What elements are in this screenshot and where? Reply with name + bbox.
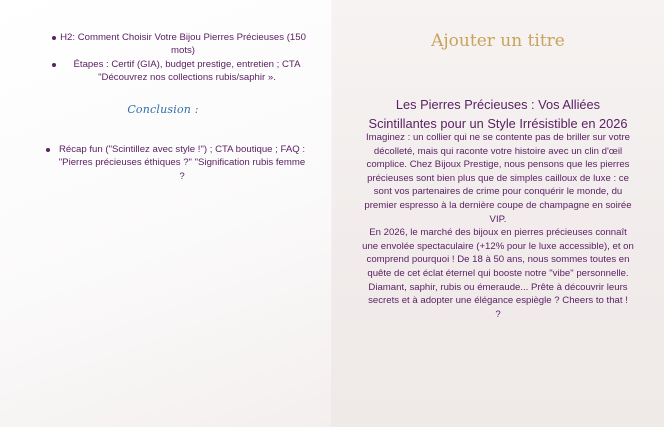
outline-list-bottom	[46, 143, 308, 183]
list-item-text: H2: Comment Choisir Votre Bijou Pierres Précieuses (150 mots)	[60, 32, 306, 57]
body-trailing-mark: ?	[495, 308, 501, 320]
article-heading[interactable]	[332, 95, 664, 133]
list-item	[48, 58, 308, 85]
article-heading-line: Les Pierres Précieuses : Vos Alliées	[395, 97, 601, 112]
outline-list-top	[48, 31, 308, 85]
body-paragraph: Imaginez : un collier qui ne se contente pas de briller sur votre décolleté, mais qui raconte votre histoire avec un clin d'œil complice. Chez Bijoux Prestige, nous pensons que les pierres précieuses sont bien plus que de simples cailloux de luxe : ce sont vos partenaires de crime pour conquérir le monde, du premier espresso à la dernière coupe de champagne en soirée VIP.	[364, 132, 632, 225]
list-item	[46, 143, 308, 183]
article-heading-line: Scintillantes pour un Style Irrésistible en 2026	[368, 116, 628, 131]
conclusion-heading: Conclusion :	[127, 103, 199, 116]
bullet-icon	[46, 148, 50, 152]
bullet-icon	[52, 36, 56, 40]
bullet-icon	[52, 63, 56, 67]
list-item-text: Étapes : Certif (GIA), budget prestige, entretien ; CTA "Découvrez nos collections rubis/saphir ».	[73, 58, 301, 84]
list-item	[48, 31, 308, 58]
right-page	[332, 0, 664, 427]
list-item-text: Récap fun ("Scintillez avec style !") ; CTA boutique ; FAQ : "Pierres précieuses éthiques ?" "Signification rubis femme ?	[58, 144, 306, 182]
article-body[interactable]	[362, 131, 634, 321]
body-paragraph: En 2026, le marché des bijoux en pierres précieuses connaît une envolée spectaculaire (+12% pour le luxe accessible), et on comprend pourquoi ! De 18 à 50 ans, nous sommes toutes en quête de cet éclat éternel qui booste notre "vibe" personnelle. Diamant, saphir, rubis ou émeraude... Prête à découvrir leurs secrets et à adopter une élégance espiègle ? Cheers to that !	[362, 227, 634, 307]
title-placeholder[interactable]: Ajouter un titre	[431, 31, 565, 51]
